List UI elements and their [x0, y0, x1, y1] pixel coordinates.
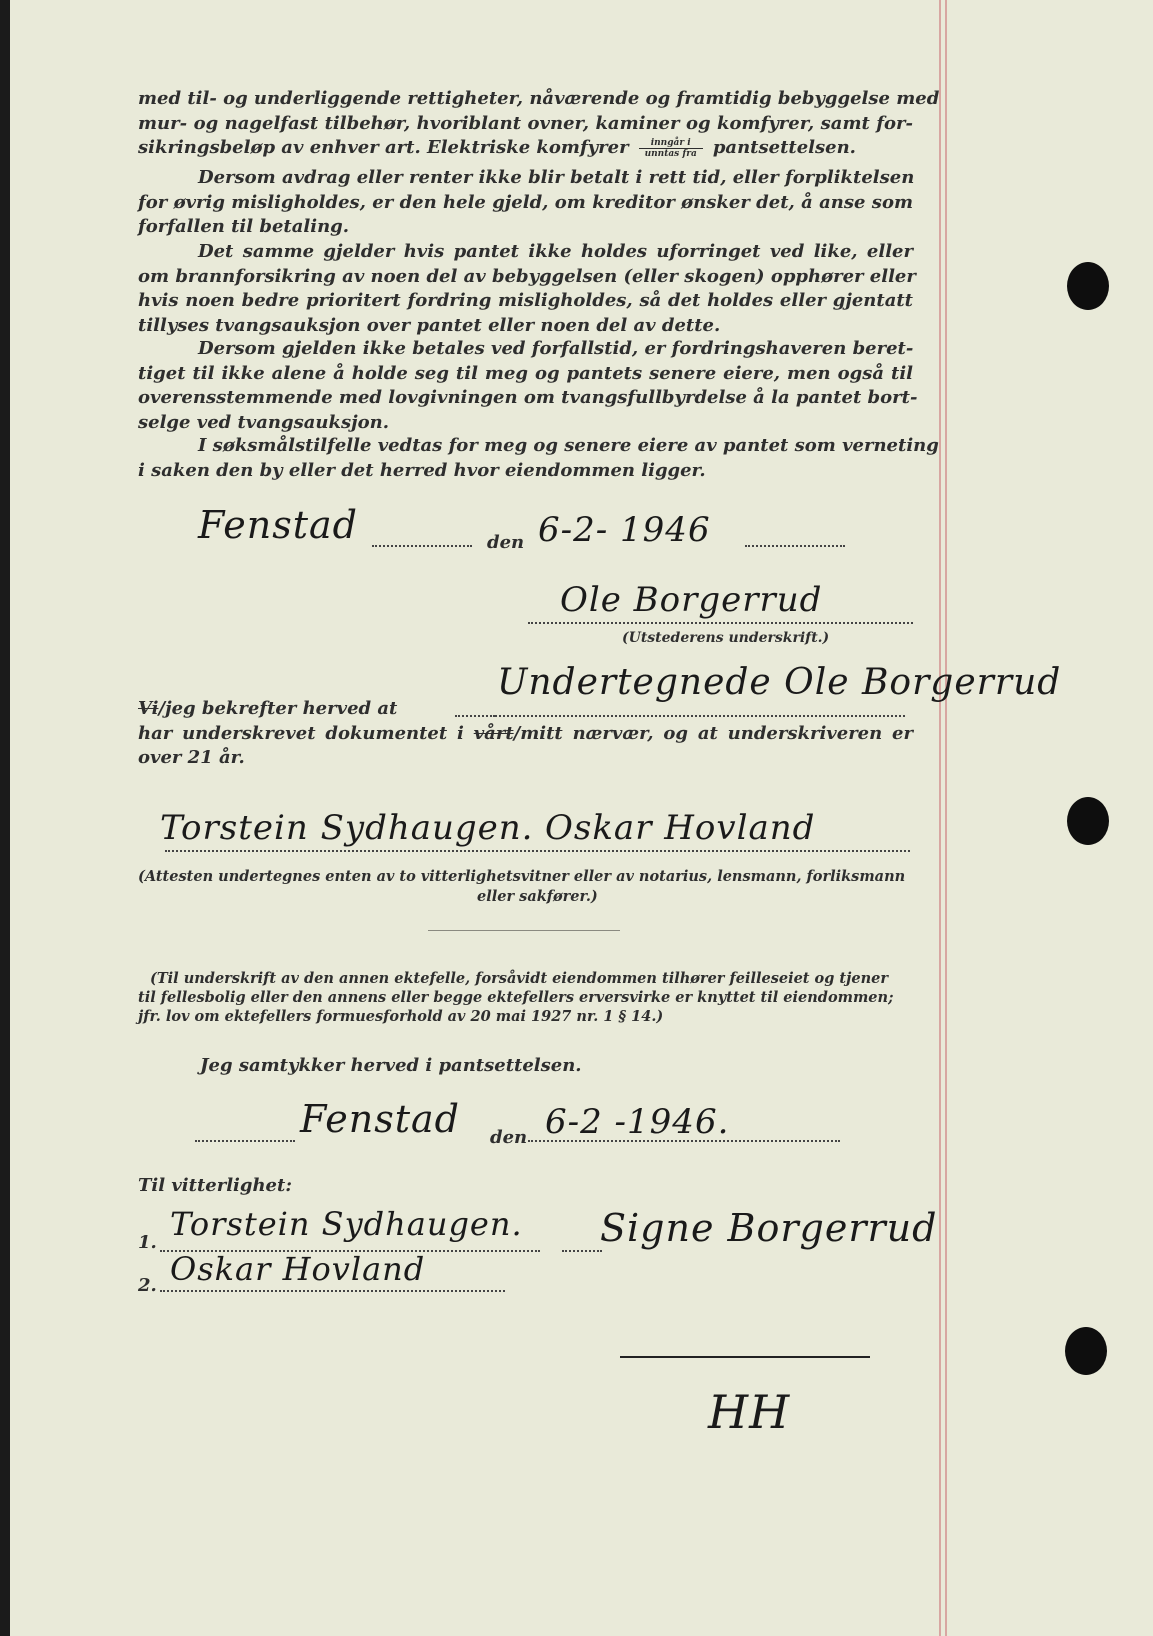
witness-number: 2. — [138, 1275, 157, 1296]
text-line: forfallen til betaling. — [138, 216, 350, 237]
consent-witness-2: Oskar Hovland — [170, 1250, 426, 1288]
text-line: om brannforsikring av noen del av bebyggelsen (eller skogen) opphører eller — [138, 265, 916, 287]
name-line — [495, 715, 905, 717]
scan-edge — [0, 0, 10, 1636]
text-line: tillyses tvangsauksjon over pantet eller noen del av dette. — [138, 314, 721, 336]
dotted-line — [455, 715, 495, 717]
struck-vart: vårt — [473, 723, 514, 744]
attest-line-2 — [138, 723, 913, 744]
choice-fraction — [639, 138, 703, 159]
text-line: hvis noen bedre prioritert fordring misligholdes, så det holdes eller gjentatt — [138, 290, 913, 311]
handwritten-date: 6-2 -1946. — [545, 1102, 730, 1142]
margin-line — [945, 0, 947, 1636]
paragraph-default — [138, 166, 913, 240]
signature-line — [528, 622, 913, 624]
fraction-top: inngår i — [639, 138, 703, 149]
text-line: I søksmålstilfelle vedtas for meg og senere eiere av pantet som verneting — [198, 435, 939, 456]
paragraph-due — [138, 337, 918, 435]
initials-line — [620, 1356, 870, 1358]
text-line: Dersom avdrag eller renter ikke blir betalt i rett tid, eller forpliktelsen — [198, 167, 915, 188]
handwritten-place: Fenstad — [300, 1097, 461, 1141]
text-line: overensstemmende med lovgivningen om tvangsfullbyrdelse å la pantet bort- — [138, 387, 918, 408]
punch-hole — [1067, 797, 1109, 845]
consent-witness-1: Torstein Sydhaugen. — [170, 1205, 523, 1243]
witness-1-signature: Torstein Sydhaugen. — [160, 808, 534, 848]
issuer-signature: Ole Borgerrud — [560, 580, 823, 620]
witness-line — [160, 1290, 505, 1292]
attest-label: /jeg bekrefter herved at — [158, 698, 398, 719]
den-label: den — [487, 532, 525, 553]
text-line: med til- og underliggende rettigheter, nåværende og framtidig bebyggelse med — [138, 88, 940, 109]
spouse-signature: Signe Borgerrud — [600, 1206, 938, 1250]
text-line: tiget til ikke alene å holde seg til meg og pantets senere eiere, men også til — [138, 362, 913, 384]
dotted-line — [195, 1140, 295, 1142]
dotted-line — [528, 1140, 840, 1142]
divider — [428, 930, 620, 931]
spouse-note-line: jfr. lov om ektefellers formuesforhold av 20 mai 1927 nr. 1 § 14.) — [138, 1008, 664, 1025]
attest-note: eller sakfører.) — [477, 888, 598, 905]
handwritten-signer-name: Undertegnede Ole Borgerrud — [497, 662, 1062, 703]
text-line: Det samme gjelder hvis pantet ikke holdes uforringet ved like, eller — [198, 241, 913, 262]
dotted-line — [372, 545, 472, 547]
punch-hole — [1065, 1327, 1107, 1375]
struck-vi: Vi — [138, 698, 159, 719]
attest-text: har underskrevet dokumentet i — [138, 723, 464, 744]
signature-caption: (Utstederens underskrift.) — [622, 630, 830, 646]
punch-hole — [1067, 262, 1109, 310]
til-vitterlighet-label: Til vitterlighet: — [138, 1175, 292, 1196]
witness-2-signature: Oskar Hovland — [545, 808, 816, 848]
attest-note: (Attesten undertegnes enten av to vitterlighetsvitner eller av notarius, lensmann, forliksmann — [138, 868, 906, 885]
margin-line — [939, 0, 941, 1636]
paragraph-venue — [138, 434, 939, 483]
attest-line-3: over 21 år. — [138, 747, 245, 768]
spouse-note-line: (Til underskrift av den annen ektefelle, forsåvidt eiendommen tilhører feilleseiet og tjener — [150, 970, 888, 987]
text-line: selge ved tvangsauksjon. — [138, 411, 389, 433]
spouse-note-line: til fellesbolig eller den annens eller begge ektefellers erversvirke er knyttet til eiendommen; — [138, 989, 894, 1006]
den-label: den — [490, 1127, 528, 1148]
text-fragment: sikringsbeløp av enhver art. Elektriske komfyrer — [138, 137, 629, 158]
consent-text: Jeg samtykker herved i pantsettelsen. — [200, 1055, 582, 1076]
witness-line — [165, 850, 910, 852]
text-line: for øvrig misligholdes, er den hele gjeld, om kreditor ønsker det, å anse som — [138, 191, 913, 213]
fraction-bottom: unntas fra — [644, 148, 697, 159]
handwritten-place: Fenstad — [198, 503, 359, 547]
dotted-line — [562, 1250, 602, 1252]
initials-signature: HH — [708, 1385, 791, 1439]
attest-line-1 — [138, 698, 397, 719]
paragraph-maintenance — [138, 240, 916, 338]
dotted-line — [745, 545, 845, 547]
handwritten-date: 6-2- 1946 — [538, 510, 711, 550]
text-line — [138, 136, 913, 161]
paragraph-rights — [138, 87, 940, 161]
text-line: Dersom gjelden ikke betales ved forfallstid, er fordringshaveren beret- — [198, 338, 914, 359]
text-line: mur- og nagelfast tilbehør, hvoriblant ovner, kaminer og komfyrer, samt for- — [138, 112, 913, 134]
attest-text: /mitt nærvær, og at underskriveren er — [513, 723, 913, 744]
text-fragment: pantsettelsen. — [712, 137, 856, 158]
witness-number: 1. — [138, 1232, 157, 1253]
text-line: i saken den by eller det herred hvor eiendommen ligger. — [138, 459, 706, 481]
